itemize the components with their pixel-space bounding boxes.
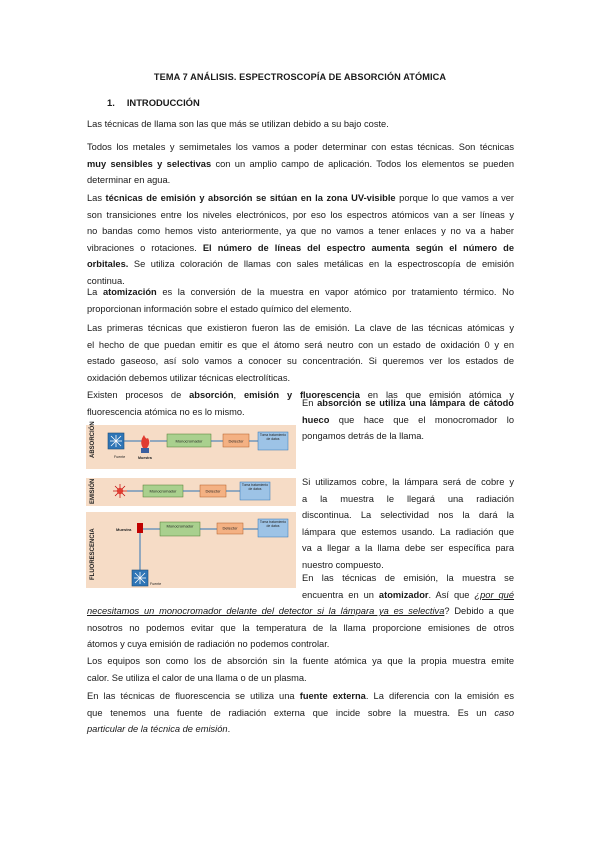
paragraph-3 [87,190,514,290]
paragraph-line: Las primeras técnicas que existieron fueron las de emisión. La clave de las técnicas atómicas y [87,323,514,333]
sample-label: Muestra [116,527,132,532]
text-run: ? Debido a que [444,606,514,616]
text-run: Existen procesos de [87,390,190,400]
bold-text: técnicas de emisión y absorción se sitúan en la zona UV-visible [105,193,396,203]
detector-label: Detector [222,525,238,531]
paragraph-line: a la muestra le llegará una radiación [302,493,514,504]
data-processing-label: Toma tratamiento de datos [241,483,269,491]
section-heading [107,97,200,108]
bold-text: atomización [102,287,157,297]
paragraph-line: Las técnicas de llama son las que más se utilizan debido a su bajo coste. [87,119,389,129]
italic-text: particular de la técnica de emisión [87,724,228,735]
text-run: con un amplio campo de aplicación. Todos los elementos se pueden [211,158,514,169]
text-run: Se utiliza coloración de llamas con sales metálicas en la espectroscopía de emisión [128,259,514,270]
row-label-fluorescence: FLUORESCENCIA [90,528,96,580]
side-paragraph-2 [302,474,514,574]
monochromator-label: Monocromador [166,523,194,529]
paragraph-line: estado gaseoso, así solo vamos a conocer su concentración. Si queremos ver los estados de [87,356,514,367]
bold-text: orbitales. [87,259,129,270]
paragraph-line: continua. [87,275,125,286]
source-label: Fuente [150,582,162,586]
text-run: En las técnicas de fluorescencia se utiliza una [87,691,300,701]
paragraph-5 [87,320,514,386]
paragraph-line: Si utilizamos cobre, la lámpara será de cobre y [302,477,514,487]
text-run: . [227,724,231,735]
underlined-text: ¿por qué [474,589,515,600]
paragraph-line [87,284,514,301]
bold-text: muy sensibles y selectivas [87,158,212,169]
paragraph-line: calor. Se utiliza el calor de una llama o de un plasma. [87,672,307,683]
paragraph-line: lámpara que estemos usando. La radiación que [302,526,514,537]
paragraph-line: determinar en agua. [87,175,171,186]
document-title: TEMA 7 ANÁLISIS. ESPECTROSCOPÍA DE ABSORCIÓN ATÓMICA [153,72,447,82]
paragraph-1 [87,116,514,133]
bold-text: absorción [189,390,234,400]
text-run: vibraciones o rotaciones. [87,242,203,253]
bold-text: hueco [302,414,330,425]
text-run: Las [87,193,106,203]
paragraph-7 [87,603,514,653]
sample-label: Muestra [138,456,152,460]
text-run: , [233,390,244,400]
paragraph-line: no bandas como hemos visto anteriormente, ya que no vamos a tener enlaces y no va a haber [87,226,514,237]
paragraph-line [87,603,514,620]
flame-icon [113,484,127,498]
side-paragraph-1 [302,395,514,445]
row-label-absorption: ABSORCIÓN [90,421,96,458]
paragraph-8 [87,653,514,686]
text-run: que hace que el monocromador lo [329,414,514,425]
paragraph-line: fluorescencia atómica no es lo mismo. [87,406,245,417]
text-run: La [87,287,103,297]
monochromator-label: Monocromador [175,438,203,444]
row-label-emission: EMISIÓN [90,478,96,504]
text-run: es la conversión de la muestra en vapor atómico por tratamiento térmico. No [156,287,514,297]
paragraph-line: pongamos detrás de la llama. [302,431,424,442]
text-run: en las que emisión atómica y [359,390,514,400]
paragraph-line [87,240,514,257]
paragraph-line [87,156,514,173]
lamp-source-icon [132,570,148,586]
paragraph-line: En las técnicas de emisión, la muestra se [302,573,514,583]
paragraph-line [87,256,514,273]
bold-text: fuente externa [299,691,366,701]
sample-cell-icon [137,523,143,533]
paragraph-line [87,688,514,705]
paragraph-line: Los equipos son como los de absorción sin la fuente atómica ya que la propia muestra emite [87,656,514,666]
spectroscopy-diagram [86,398,296,590]
data-processing-label: Toma tratamiento de datos [259,520,287,528]
bold-text: El número de líneas del espectro aumenta según el número de [202,242,515,253]
paragraph-line: Todos los metales y semimetales los vamos a poder determinar con estas técnicas. Son técnicas [87,142,514,152]
paragraph-line: son transiciones entre los niveles electrónicos, por eso los espectros atómicos van a ser líneas y [87,209,514,220]
monochromator-label: Monocromador [149,488,177,494]
paragraph-line [87,721,514,738]
paragraph-line [302,395,514,412]
data-processing-label: Toma tratamiento de datos [259,433,287,441]
paragraph-line: nosotros no podemos evitar que la temperatura de la llama proporcione emisiones de otros [87,622,514,633]
bold-text: atomizador [378,589,429,600]
paragraph-line: discontinua. La selectividad nos la dará la [302,510,514,521]
detector-label: Detector [205,488,221,494]
paragraph-line [87,705,514,722]
paragraph-line [302,412,514,429]
text-run: porque lo que vamos a ver [395,193,514,203]
section-title: INTRODUCCIÓN [126,97,200,108]
bold-text: absorción se utiliza una lámpara de cátodo [317,398,514,408]
italic-text: caso [494,707,514,718]
paragraph-line [302,587,514,604]
text-run: En [302,398,318,408]
paragraph-line: átomos y cuya emisión de radiación no podemos controlar. [87,639,330,650]
source-label: Fuente [114,455,126,459]
section-number: 1. [107,97,115,108]
paragraph-9 [87,688,514,738]
paragraph-line: oxidación debemos utilizar técnicas electrolíticas. [87,372,291,383]
underlined-text: necesitamos un monocromador delante del detector si la lámpara ya es selectiva [87,606,445,616]
paragraph-line: nuestro compuesto. [302,559,384,570]
paragraph-line [87,190,514,207]
bold-text: emisión y fluorescencia [243,390,360,400]
paragraph-4 [87,284,514,317]
text-run: . Así que [428,589,475,600]
text-run: que tenemos una fuente de radiación externa que incide sobre la muestra. Es un [87,707,495,718]
text-run: encuentra en un [302,589,379,600]
detector-label: Detector [228,438,244,444]
side-paragraph-3 [302,570,514,603]
paragraph-2 [87,139,514,189]
paragraph-line: proporcionan información sobre el estado químico del elemento. [87,303,352,314]
paragraph-line: va a llegar a la llama debe ser específica para [302,543,514,554]
text-run: . La diferencia con la emisión es [365,691,514,701]
lamp-source-icon [108,433,124,449]
paragraph-line: el hecho de que puedan emitir es que el átomo será neutro con un estado de oxidación 0 y en [87,339,514,350]
